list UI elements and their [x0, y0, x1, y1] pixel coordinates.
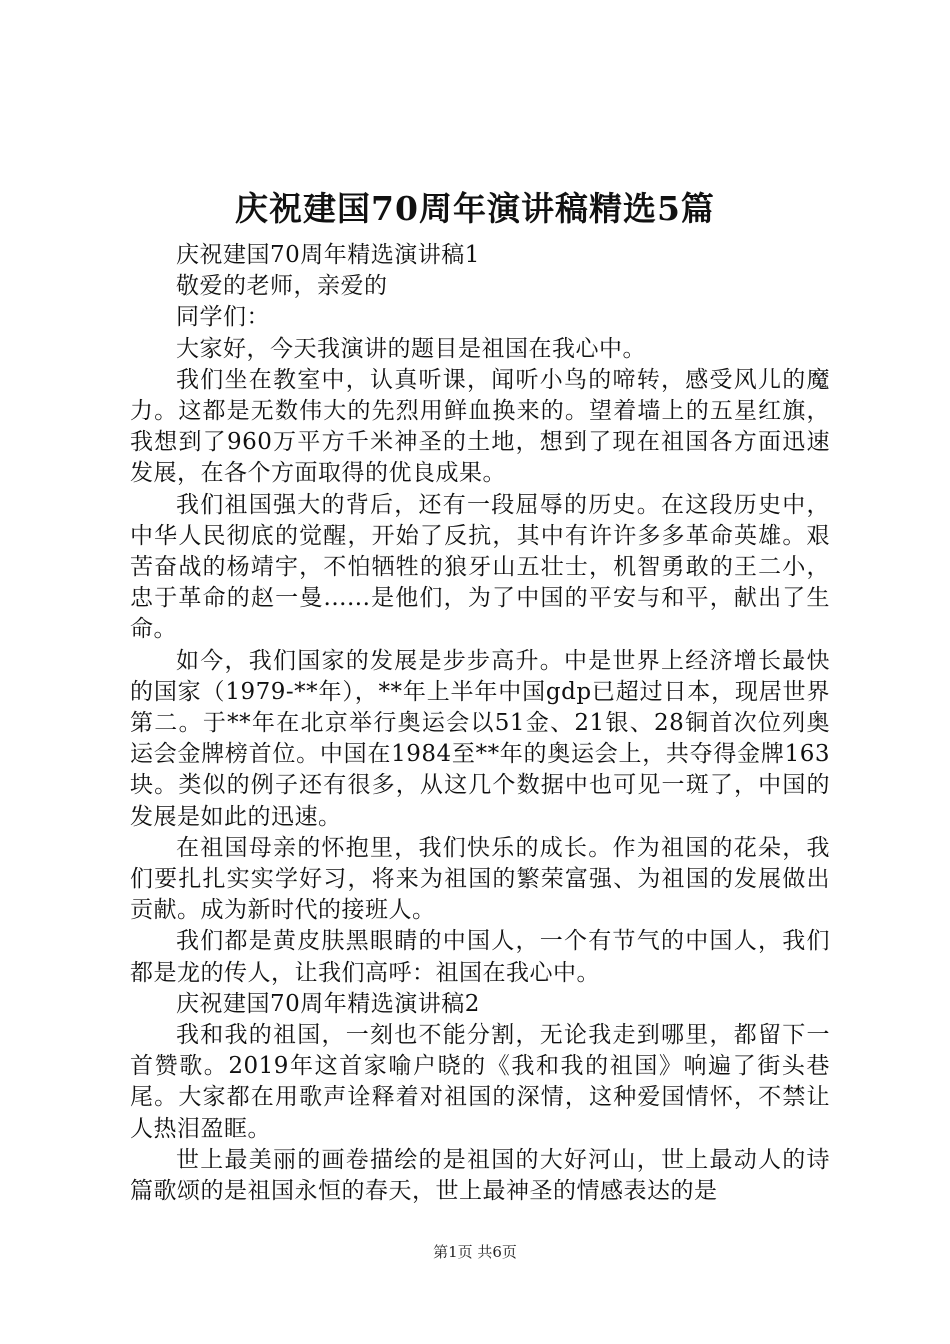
paragraph: 大家好，今天我演讲的题目是祖国在我心中。 [176, 335, 646, 362]
document-title: 庆祝建国70周年演讲稿精选5篇 [235, 189, 715, 228]
section-heading-2: 庆祝建国70周年精选演讲稿2 [176, 990, 480, 1017]
salutation-line-1: 敬爱的老师，亲爱的 [176, 273, 388, 300]
paragraph: 我和我的祖国，一刻也不能分割，无论我走到哪里，都留下一首赞歌。2019年这首家喻户晓的《我和我的祖国》响遍了街头巷尾。大家都在用歌声诠释着对祖国的深情，这种爱国情怀，不禁让人热泪盈眶。 [130, 1022, 830, 1142]
document-body [130, 240, 830, 1207]
page-number-footer: 第1页 共6页 [433, 1243, 517, 1261]
salutation-line-2: 同学们： [176, 304, 270, 331]
paragraph: 我们祖国强大的背后，还有一段屈辱的历史。在这段历史中，中华人民彻底的觉醒，开始了反抗，其中有许许多多革命英雄。艰苦奋战的杨靖宇，不怕牺牲的狼牙山五壮士，机智勇敢的王二小，忠于革命的赵一曼......是他们，为了中国的平安与和平，献出了生命。 [130, 491, 830, 643]
paragraph: 在祖国母亲的怀抱里，我们快乐的成长。作为祖国的花朵，我们要扎扎实实学好习，将来为祖国的繁荣富强、为祖国的发展做出贡献。成为新时代的接班人。 [130, 834, 830, 924]
paragraph: 我们坐在教室中，认真听课，闻听小鸟的啼转，感受风儿的魔力。这都是无数伟大的先烈用鲜血换来的。望着墙上的五星红旗，我想到了960万平方千米神圣的土地，想到了现在祖国各方面迅速发展，在各个方面取得的优良成果。 [130, 366, 830, 487]
section-heading-1: 庆祝建国70周年精选演讲稿1 [176, 242, 480, 268]
paragraph: 如今，我们国家的发展是步步高升。中是世界上经济增长最快的国家（1979-**年），**年上半年中国gdp已超过日本，现居世界第二。于**年在北京举行奥运会以51金、21银、28铜首次位列奥运会金牌榜首位。中国在1984至**年的奥运会上，共夺得金牌163块。类似的例子还有很多，从这几个数据中也可见一斑了，中国的发展是如此的迅速。 [130, 647, 830, 830]
paragraph: 世上最美丽的画卷描绘的是祖国的大好河山，世上最动人的诗篇歌颂的是祖国永恒的春天，世上最神圣的情感表达的是 [130, 1146, 830, 1205]
paragraph: 我们都是黄皮肤黑眼睛的中国人，一个有节气的中国人，我们都是龙的传人，让我们高呼：祖国在我心中。 [130, 928, 830, 986]
